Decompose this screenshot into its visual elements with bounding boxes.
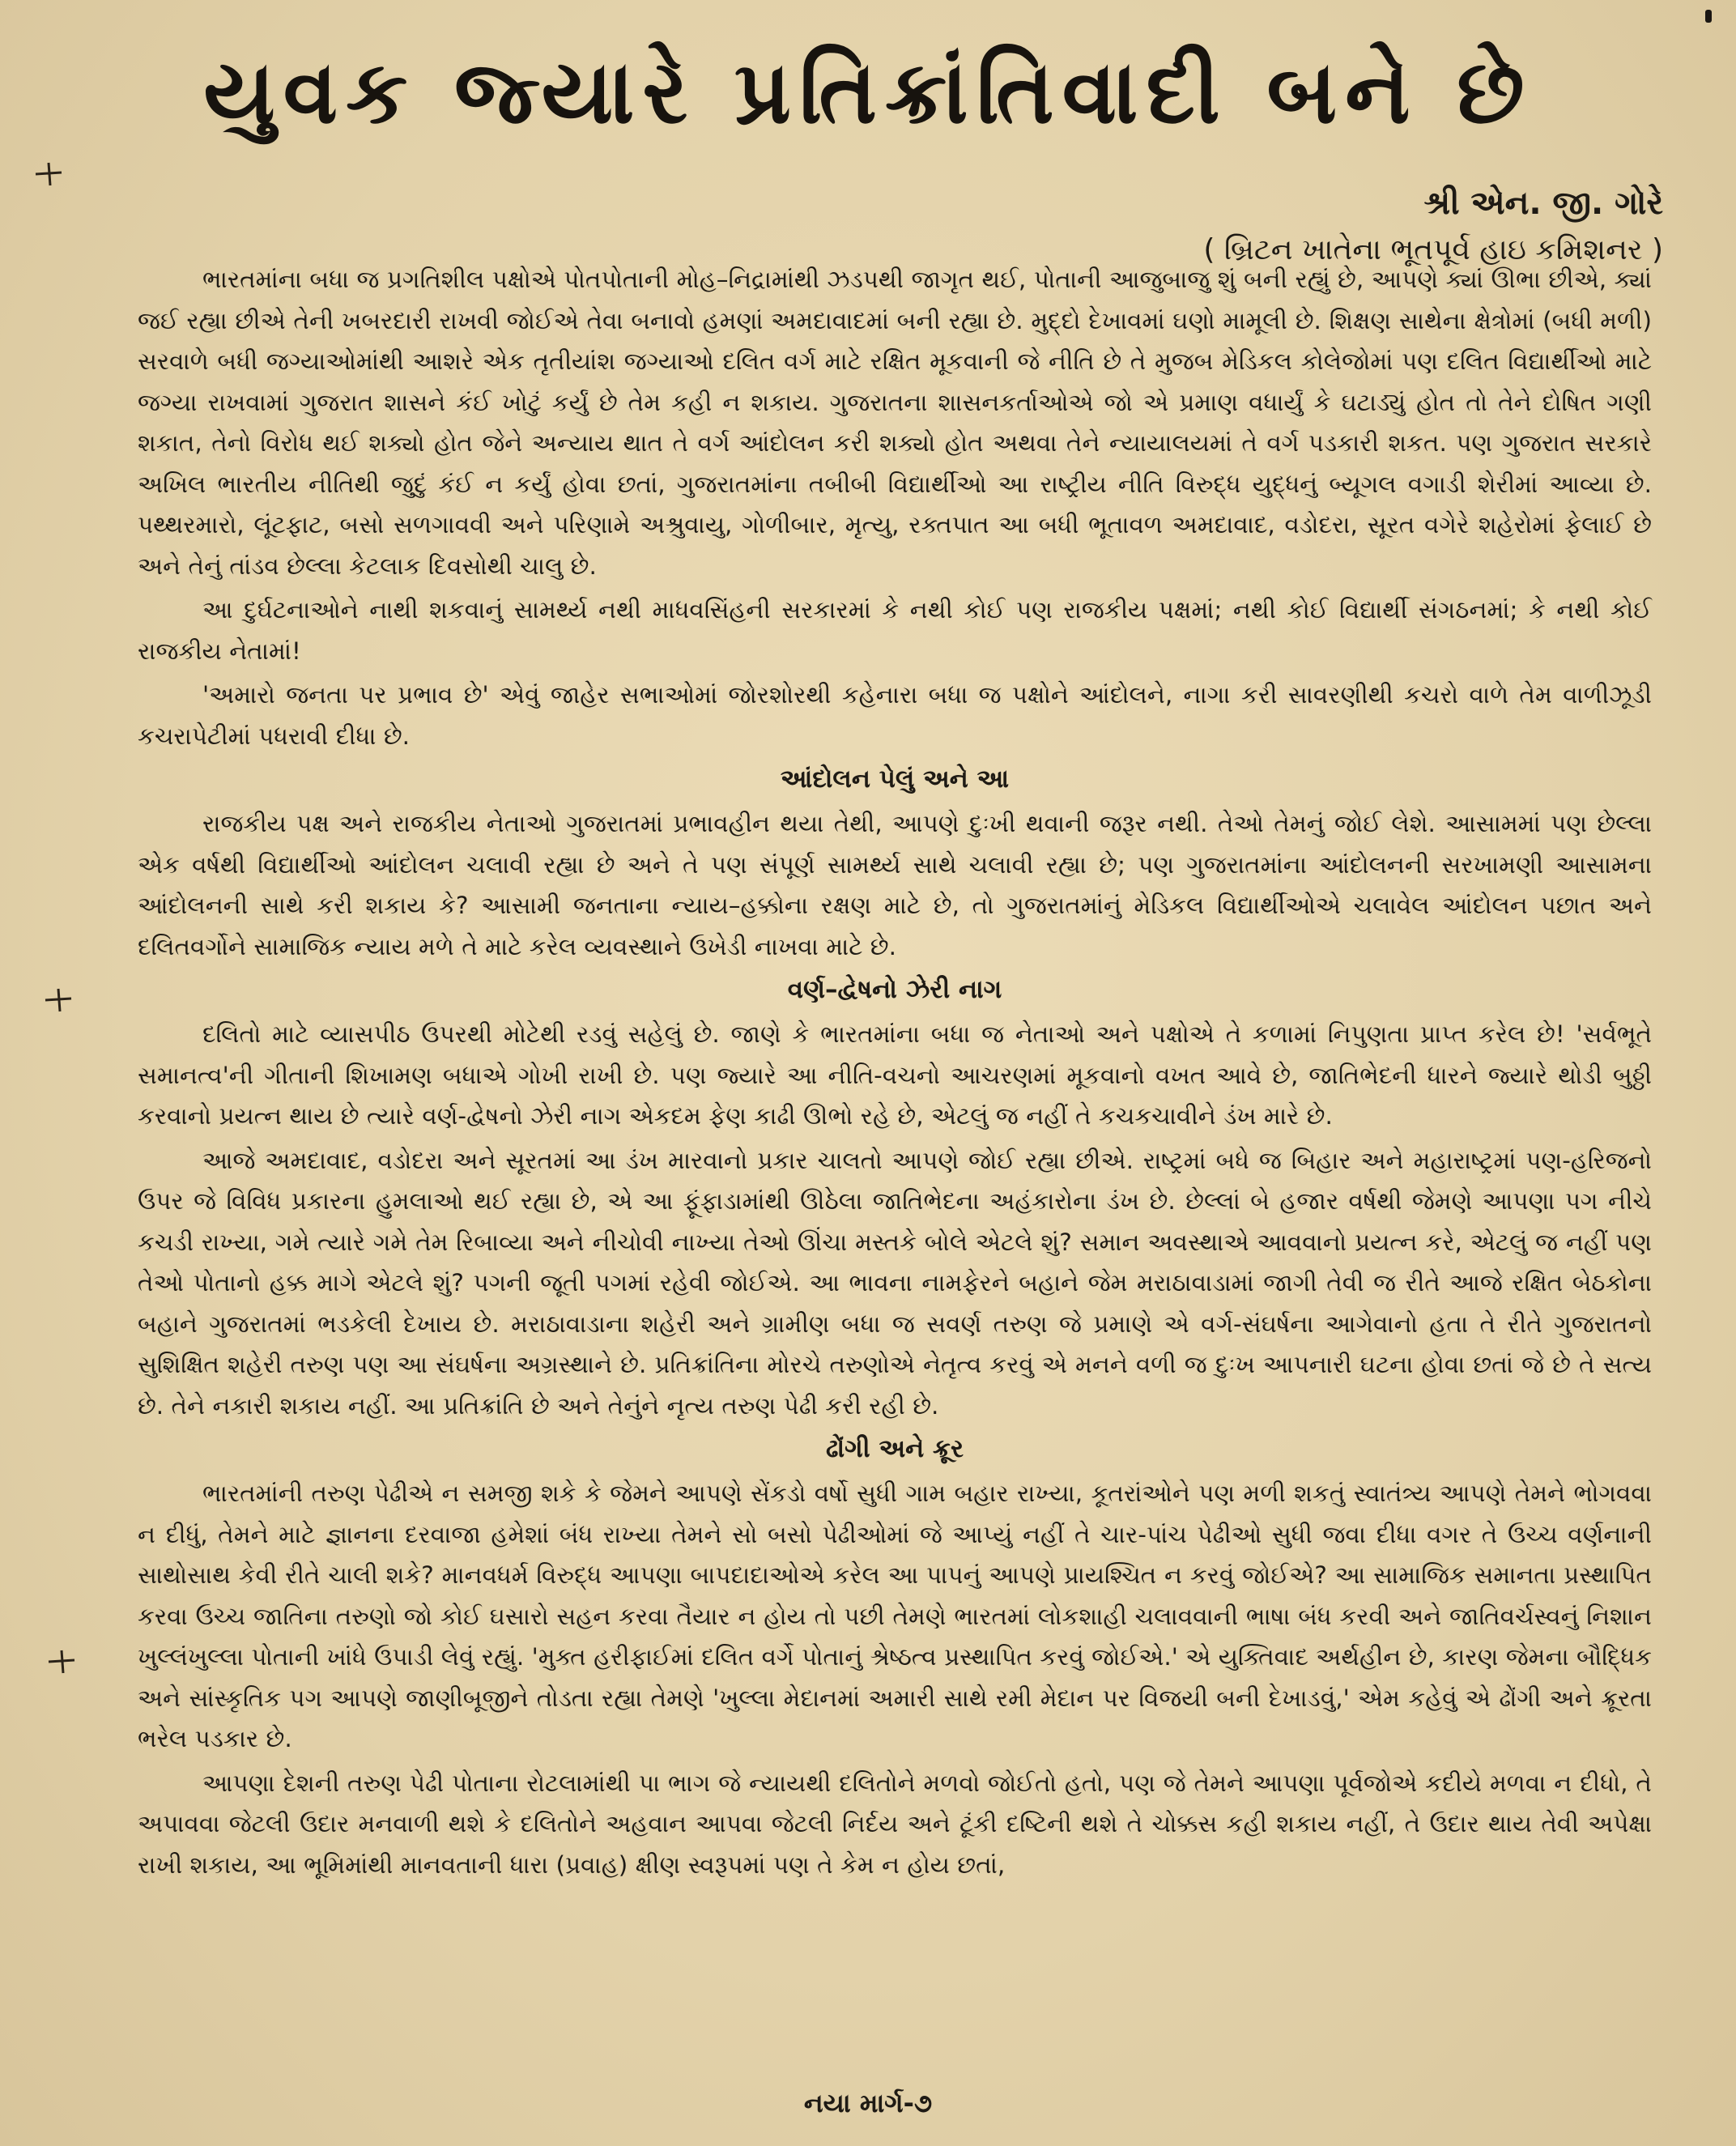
paragraph: 'અમારો જનતા પર પ્રભાવ છે' એવું જાહેર સભાઓમાં જોરશોરથી કહેનારા બધા જ પક્ષોને આંદોલને, નાગા કરી સાવરણીથી કચરો વાળે તેમ વાળીઝૂડી કચરાપેટીમાં પધરાવી દીધા છે. <box>138 681 1652 750</box>
section-heading: વર્ણ–દ્વેષનો ઝેરી નાગ <box>787 975 1002 1004</box>
paragraph: દલિતો માટે વ્યાસપીઠ ઉપરથી મોટેથી રડવું સહેલું છે. જાણે કે ભારતમાંના બધા જ નેતાઓ અને પક્ષોએ તે કળામાં નિપુણતા પ્રાપ્ત કરેલ છે! 'સર્વભૂતે સમાનત્વ'ની ગીતાની શિખામણ બધાએ ગોખી રાખી છે. પણ જ્યારે આ નીતિ-વચનો આચરણમાં મૂકવાનો વખત આવે છે, જાતિભેદની ધારને જ્યારે થોડી બુઠ્ઠી કરવાનો પ્રયત્ન થાય છે ત્યારે વર્ણ-દ્વેષનો ઝેરી નાગ એકદમ ફેણ કાઢી ઊભો રહે છે, એટલું જ નહીં તે કચકચાવીને ડંખ મારે છે. <box>138 1020 1652 1130</box>
page-footer: નયા માર્ગ-૭ <box>803 2088 933 2118</box>
ink-dot <box>1705 10 1712 23</box>
binding-mark-icon <box>42 984 74 1016</box>
paragraph: રાજકીય પક્ષ અને રાજકીય નેતાઓ ગુજરાતમાં પ્રભાવહીન થયા તેથી, આપણે દુઃખી થવાની જરૂર નથી. તેઓ તેમનું જોઈ લેશે. આસામમાં પણ છેલ્લા એક વર્ષથી વિદ્યાર્થીઓ આંદોલન ચલાવી રહ્યા છે અને તે પણ સંપૂર્ણ સામર્થ્ય સાથે ચલાવી રહ્યા છે; પણ ગુજરાતમાંના આંદોલનની સરખામણી આસામના આંદોલનની સાથે કરી શકાય કે? આસામી જનતાના ન્યાય–હક્કોના રક્ષણ માટે છે, તો ગુજરાતમાંનું મેડિકલ વિદ્યાર્થીઓએ ચલાવેલ આંદોલન પછાત અને દલિતવર્ગોને સામાજિક ન્યાય મળે તે માટે કરેલ વ્યવસ્થાને ઉખેડી નાખવા માટે છે. <box>138 810 1652 960</box>
binding-mark-icon <box>32 158 65 190</box>
paragraph: ભારતમાંની તરુણ પેઢીએ ન સમજી શકે કે જેમને આપણે સેંકડો વર્ષો સુધી ગામ બહાર રાખ્યા, કૂતરાંઓને પણ મળી શકતું સ્વાતંત્ર્ય આપણે તેમને ભોગવવા ન દીધું, તેમને માટે જ્ઞાનના દરવાજા હમેશાં બંધ રાખ્યા તેમને સો બસો પેઢીઓમાં જે આપ્યું નહીં તે ચાર-પાંચ પેઢીઓ સુધી જવા દીધા વગર તે ઉચ્ચ વર્ણનાની સાથોસાથ કેવી રીતે ચાલી શકે? માનવધર્મ વિરુદ્ધ આપણા બાપદાદાઓએ કરેલ આ પાપનું આપણે પ્રાયશ્ચિત ન કરવું જોઈએ? આ સામાજિક સમાનતા પ્રસ્થાપિત કરવા ઉચ્ચ જાતિના તરુણો જો કોઈ ઘસારો સહન કરવા તૈયાર ન હોય તો પછી તેમણે ભારતમાં લોકશાહી ચલાવવાની ભાષા બંધ કરવી અને જાતિવર્ચસ્વનું નિશાન ખુલ્લંખુલ્લા પોતાની ખાંધે ઉપાડી લેવું રહ્યું. 'મુક્ત હરીફાઈમાં દલિત વર્ગે પોતાનું શ્રેષ્ઠત્વ પ્રસ્થાપિત કરવું જોઈએ.' એ યુક્તિવાદ અર્થહીન છે, કારણ જેમના બૌદ્ધિક અને સાંસ્કૃતિક પગ આપણે જાણીબૂજીને તોડતા રહ્યા તેમણે 'ખુલ્લા મેદાનમાં અમારી સાથે રમી મેદાન પર વિજયી બની દેખાડવું,' એમ કહેવું એ ઢોંગી અને ક્રૂરતા ભરેલ પડકાર છે. <box>138 1480 1652 1752</box>
author-role: ( બ્રિટન ખાતેના ભૂતપૂર્વ હાઇ કમિશનર ) <box>1203 233 1663 266</box>
paragraph: આજે અમદાવાદ, વડોદરા અને સૂરતમાં આ ડંખ મારવાનો પ્રકાર ચાલતો આપણે જોઈ રહ્યા છીએ. રાષ્ટ્રમાં બધે જ બિહાર અને મહારાષ્ટ્રમાં પણ-હરિજનો ઉપર જે વિવિધ પ્રકારના હુમલાઓ થઈ રહ્યા છે, એ આ ફૂંફાડામાંથી ઊઠેલા જાતિભેદના અહંકારોના ડંખ છે. છેલ્લાં બે હજાર વર્ષથી જેમણે આપણા પગ નીચે કચડી રાખ્યા, ગમે ત્યારે ગમે તેમ રિબાવ્યા અને નીચોવી નાખ્યા તેઓ ઊંચા મસ્તકે બોલે એટલે શું? સમાન અવસ્થાએ આવવાનો પ્રયત્ન કરે, એટલું જ નહીં પણ તેઓ પોતાનો હક્ક માગે એટલે શું? પગની જૂતી પગમાં રહેવી જોઈએ. આ ભાવના નામફેરને બહાને જેમ મરાઠાવાડામાં જાગી તેવી જ રીતે આજે રક્ષિત બેઠકોના બહાને ગુજરાતમાં ભડકેલી દેખાય છે. મરાઠાવાડાના શહેરી અને ગ્રામીણ બધા જ સવર્ણ તરુણ જે પ્રમાણે એ વર્ગ-સંઘર્ષના આગેવાનો હતા તે રીતે ગુજરાતનો સુશિક્ષિત શહેરી તરુણ પણ આ સંઘર્ષના અગ્રસ્થાને છે. પ્રતિક્રાંતિના મોરચે તરુણોએ નેતૃત્વ કરવું એ મનને વળી જ દુઃખ આપનારી ઘટના હોવા છતાં જે છે તે સત્ય છે. તેને નકારી શકાય નહીં. આ પ્રતિક્રાંતિ છે અને તેનુંને નૃત્ય તરુણ પેઢી કરી રહી છે. <box>138 1146 1652 1420</box>
paragraph: આ દુર્ઘટનાઓને નાથી શકવાનું સામર્થ્ય નથી માધવસિંહની સરકારમાં કે નથી કોઈ પણ રાજકીય પક્ષમાં; નથી કોઈ વિદ્યાર્થી સંગઠનમાં; કે નથી કોઈ રાજકીય નેતામાં! <box>138 596 1653 665</box>
binding-mark-icon <box>45 1646 78 1678</box>
article-title: યુવક જ્યારે પ્રતિક્રાંતિવાદી બને છે <box>203 42 1533 143</box>
section-heading: આંદોલન પેલું અને આ <box>780 764 1010 794</box>
paragraph: આપણા દેશની તરુણ પેઢી પોતાના રોટલામાંથી પા ભાગ જે ન્યાયથી દલિતોને મળવો જોઈતો હતો, પણ જે તેમને આપણા પૂર્વજોએ કદીયે મળવા ન દીધો, તે અપાવવા જેટલી ઉદાર મનવાળી થશે કે દલિતોને અહવાન આપવા જેટલી નિર્દય અને ટૂંકી દષ્ટિની થશે તે ચોક્કસ કહી શકાય નહીં, તે ઉદાર થાય તેવી અપેક્ષા રાખી શકાય, આ ભૂમિમાંથી માનવતાની ધારા (પ્રવાહ) ક્ષીણ સ્વરૂપમાં પણ તે કેમ ન હોય છતાં, <box>138 1769 1652 1879</box>
author-name: શ્રી એન. જી. ગોરે <box>1423 185 1663 222</box>
article-body <box>138 259 1652 1888</box>
paragraph: ભારતમાંના બધા જ પ્રગતિશીલ પક્ષોએ પોતપોતાની મોહ–નિદ્રામાંથી ઝડપથી જાગૃત થઈ, પોતાની આજુબાજુ શું બની રહ્યું છે, આપણે ક્યાં ઊભા છીએ, ક્યાં જઈ રહ્યા છીએ તેની ખબરદારી રાખવી જોઈએ તેવા બનાવો હમણાં અમદાવાદમાં બની રહ્યા છે. મુદ્દો દેખાવમાં ઘણો મામૂલી છે. શિક્ષણ સાથેના ક્ષેત્રોમાં (બધી મળી) સરવાળે બધી જગ્યાઓમાંથી આશરે એક તૃતીયાંશ જગ્યાઓ દલિત વર્ગ માટે રક્ષિત મૂકવાની જે નીતિ છે તે મુજબ મેડિકલ કોલેજોમાં પણ દલિત વિદ્યાર્થીઓ માટે જગ્યા રાખવામાં ગુજરાત શાસને કંઈ ખોટું કર્યું છે તેમ કહી ન શકાય. ગુજરાતના શાસનકર્તાઓએ જો એ પ્રમાણ વધાર્યું કે ઘટાડ્યું હોત તો તેને દોષિત ગણી શકાત, તેનો વિરોધ થઈ શક્યો હોત જેને અન્યાય થાત તે વર્ગ આંદોલન કરી શક્યો હોત અથવા તેને ન્યાયાલયમાં તે વર્ગ પડકારી શકત. પણ ગુજરાત સરકારે અખિલ ભારતીય નીતિથી જુદું કંઈ ન કર્યું હોવા છતાં, ગુજરાતમાંના તબીબી વિદ્યાર્થીઓ આ રાષ્ટ્રીય નીતિ વિરુદ્ધ યુદ્ધનું બ્યૂગલ વગાડી શેરીમાં આવ્યા છે. પથ્થરમારો, લૂંટફાટ, બસો સળગાવવી અને પરિણામે અશ્રુવાયુ, ગોળીબાર, મૃત્યુ, રક્તપાત આ બધી ભૂતાવળ અમદાવાદ, વડોદરા, સૂરત વગેરે શહેરોમાં ફેલાઈ છે અને તેનું તાંડવ છેલ્લા કેટલાક દિવસોથી ચાલુ છે. <box>138 266 1652 580</box>
section-heading: ઢોંગી અને ક્રૂર <box>826 1434 964 1463</box>
